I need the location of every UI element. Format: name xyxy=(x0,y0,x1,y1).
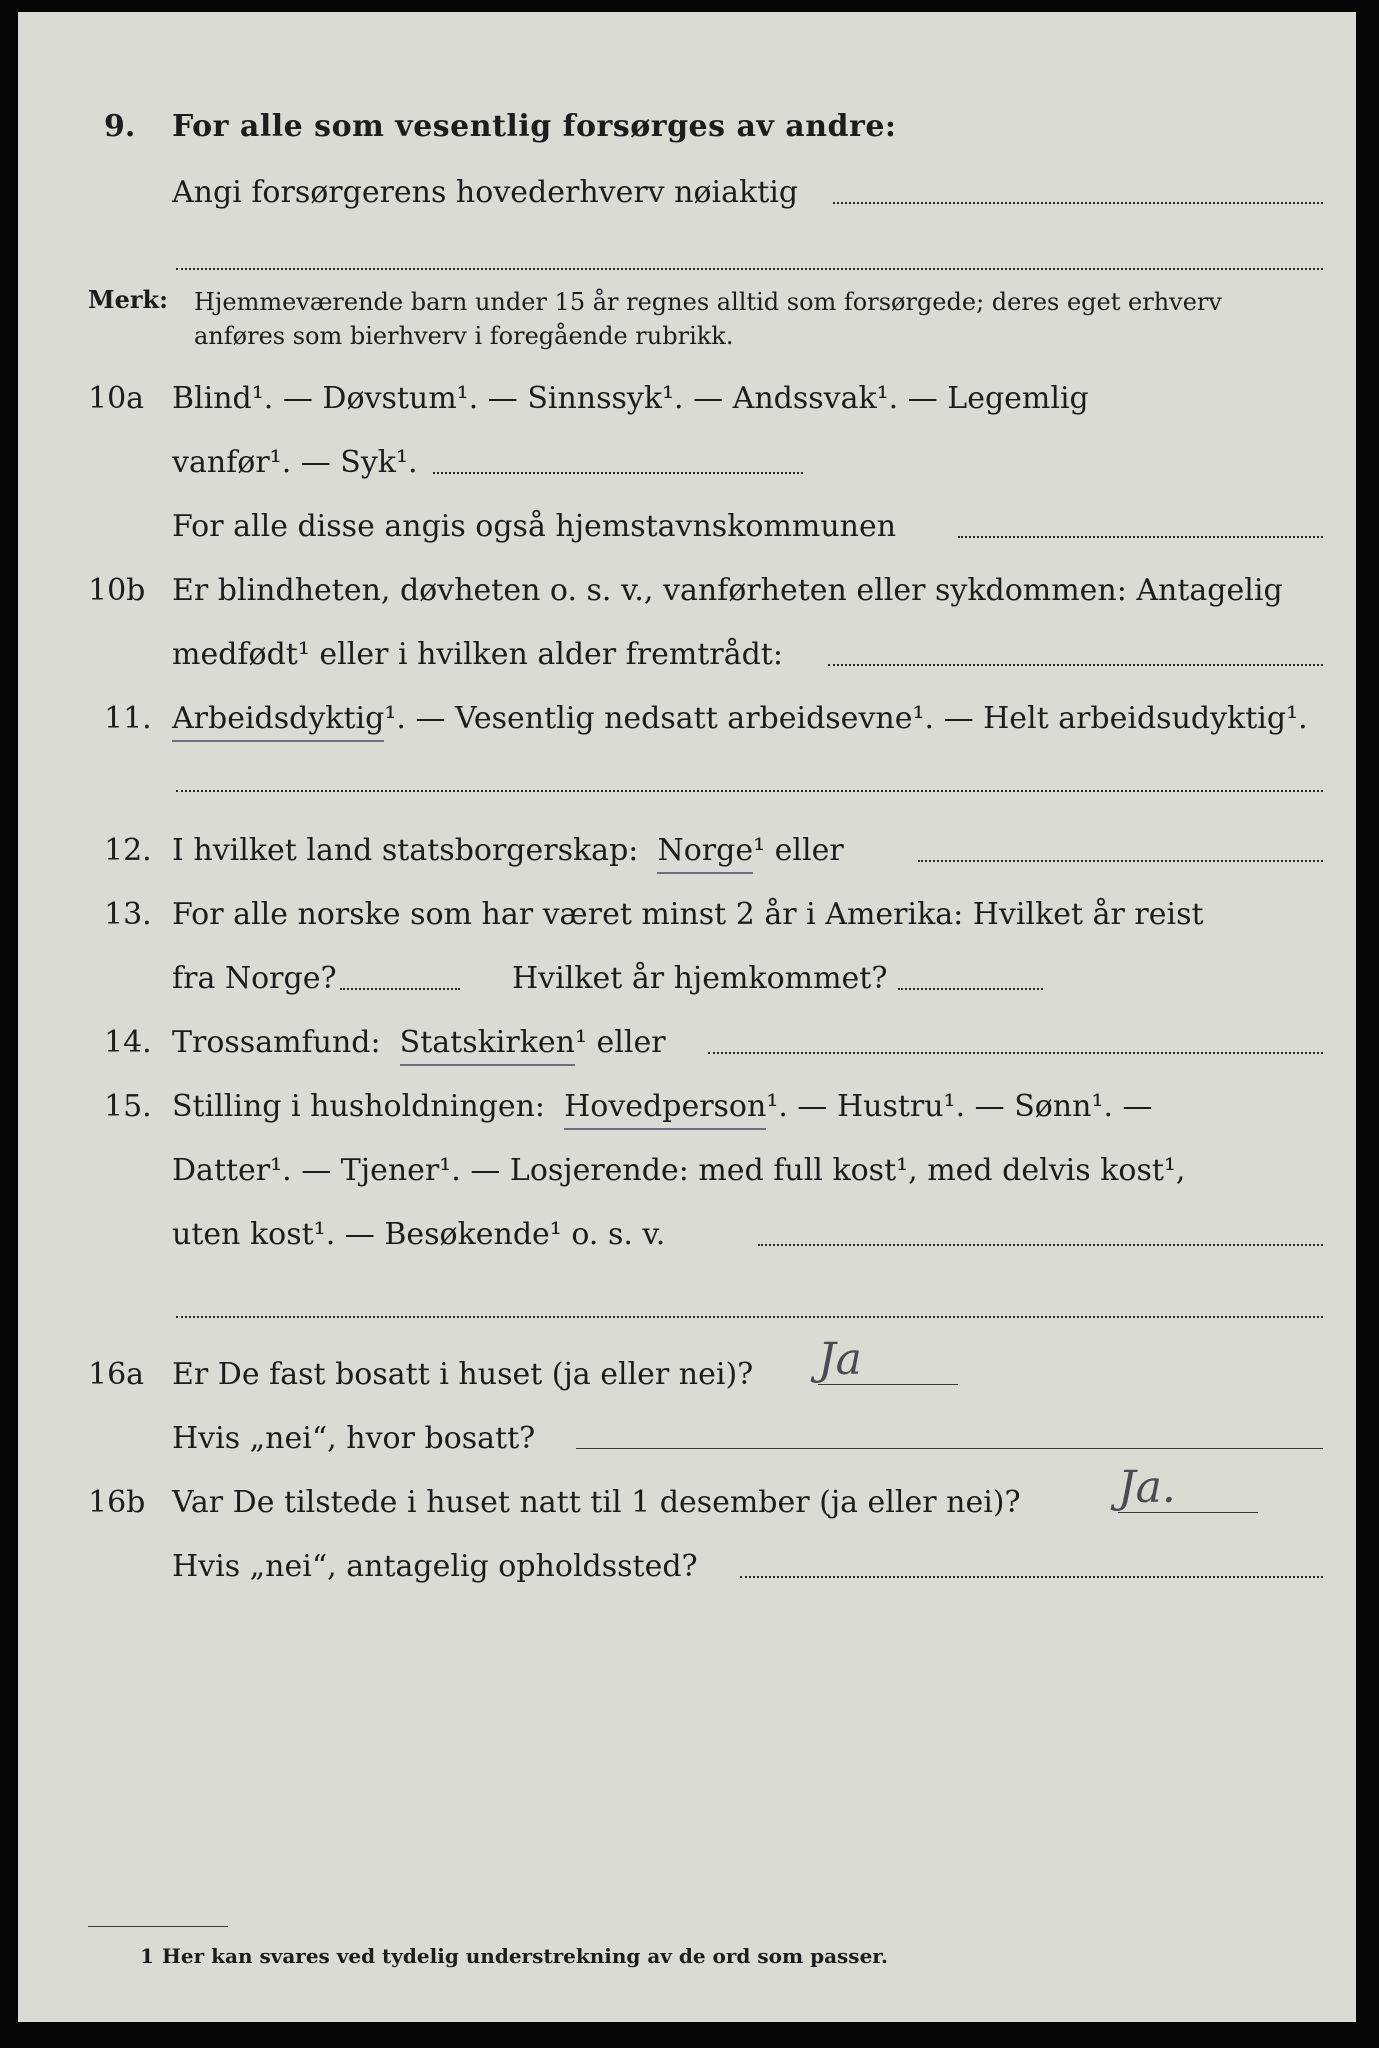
q16a-residence-line[interactable] xyxy=(576,1448,1323,1449)
q13-line2b: Hvilket år hjemkommet? xyxy=(512,961,888,996)
q10a-line3: For alle disse angis også hjemstavnskommunen xyxy=(172,509,897,544)
q14-option-underlined[interactable]: Statskirken xyxy=(399,1025,575,1060)
q13-line2a: fra Norge? xyxy=(172,961,337,996)
q16a-number: 16a xyxy=(88,1357,145,1392)
q10b-fill[interactable] xyxy=(828,664,1323,666)
q13-number: 13. xyxy=(104,897,152,932)
q15-option-underlined[interactable]: Hovedperson xyxy=(564,1089,767,1124)
q15-prefix: Stilling i husholdningen: xyxy=(172,1089,546,1124)
q9-number: 9. xyxy=(104,109,136,144)
q10a-line2: vanfør¹. — Syk¹. xyxy=(172,445,418,480)
q16a-answer-line xyxy=(818,1384,958,1385)
footnote-mark: 1 xyxy=(140,1944,154,1968)
q15-line1 xyxy=(172,1089,1153,1124)
merk-line2: anføres som bierhverv i foregående rubrikk. xyxy=(194,322,734,350)
footnote-divider xyxy=(88,1926,228,1927)
q16b-handwritten-answer[interactable]: Ja. xyxy=(1118,1462,1176,1513)
census-form-page xyxy=(18,12,1356,2022)
merk-line1: Hjemmeværende barn under 15 år regnes alltid som forsørgede; deres eget erhverv xyxy=(194,288,1222,316)
q10b-line2: medfødt¹ eller i hvilken alder fremtrådt: xyxy=(172,637,783,672)
q10a-number: 10a xyxy=(88,381,145,416)
q16b-line1: Var De tilstede i huset natt til 1 desember (ja eller nei)? xyxy=(172,1485,1021,1520)
q10a-municipality-fill[interactable] xyxy=(958,536,1323,538)
q16a-line1: Er De fast bosatt i huset (ja eller nei)? xyxy=(172,1357,754,1392)
q10a-line1: Blind¹. — Døvstum¹. — Sinnssyk¹. — Andssvak¹. — Legemlig xyxy=(172,381,1089,416)
q14-line xyxy=(172,1025,666,1060)
q15-line3: uten kost¹. — Besøkende¹ o. s. v. xyxy=(172,1217,666,1252)
q15-line2: Datter¹. — Tjener¹. — Losjerende: med full kost¹, med delvis kost¹, xyxy=(172,1153,1186,1188)
q12-line xyxy=(172,833,844,868)
q12-fill[interactable] xyxy=(918,860,1323,862)
q14-fill[interactable] xyxy=(708,1052,1323,1054)
q15-fill-2[interactable] xyxy=(176,1316,1323,1318)
q16b-line2: Hvis „nei“, antagelig opholdssted? xyxy=(172,1549,698,1584)
q9-fill-line[interactable] xyxy=(833,202,1323,204)
q10b-number: 10b xyxy=(88,573,146,608)
q9-line: Angi forsørgerens hovederhverv nøiaktig xyxy=(172,175,799,210)
q11-option-underlined[interactable]: Arbeidsdyktig xyxy=(172,701,385,736)
q15-number: 15. xyxy=(104,1089,152,1124)
q12-number: 12. xyxy=(104,833,152,868)
q16b-number: 16b xyxy=(88,1485,146,1520)
q16b-whereabouts-fill[interactable] xyxy=(740,1576,1323,1578)
q16b-answer-line xyxy=(1118,1512,1258,1513)
footnote-text: Her kan svares ved tydelig understrekning av de ord som passer. xyxy=(162,1944,888,1968)
q15-suffix: ¹. — Hustru¹. — Sønn¹. — xyxy=(766,1089,1153,1124)
q11-number: 11. xyxy=(104,701,152,736)
merk-label: Merk: xyxy=(88,285,168,314)
q12-prefix: I hvilket land statsborgerskap: xyxy=(172,833,639,868)
q11-line xyxy=(172,701,1308,736)
q14-suffix: ¹ eller xyxy=(574,1025,666,1060)
q10a-sick-fill[interactable] xyxy=(433,472,803,474)
q11-rest: ¹. — Vesentlig nedsatt arbeidsevne¹. — Helt arbeidsudyktig¹. xyxy=(384,701,1308,736)
q13-line1: For alle norske som har været minst 2 år i Amerika: Hvilket år reist xyxy=(172,897,1204,932)
q16a-line2: Hvis „nei“, hvor bosatt? xyxy=(172,1421,536,1456)
q13-year-returned-fill[interactable] xyxy=(898,988,1043,990)
q13-year-left-fill[interactable] xyxy=(340,988,460,990)
q9-title: For alle som vesentlig forsørges av andre: xyxy=(172,109,897,144)
q15-fill[interactable] xyxy=(758,1244,1323,1246)
q10b-line1: Er blindheten, døvheten o. s. v., vanførheten eller sykdommen: Antagelig xyxy=(172,573,1283,608)
q12-suffix: ¹ eller xyxy=(753,833,844,868)
q14-prefix: Trossamfund: xyxy=(172,1025,381,1060)
q14-number: 14. xyxy=(104,1025,152,1060)
q11-fill[interactable] xyxy=(176,790,1323,792)
q9-fill-line-2[interactable] xyxy=(176,268,1323,270)
q12-option-underlined[interactable]: Norge xyxy=(657,833,754,868)
q16a-handwritten-answer[interactable]: Ja xyxy=(818,1334,862,1385)
